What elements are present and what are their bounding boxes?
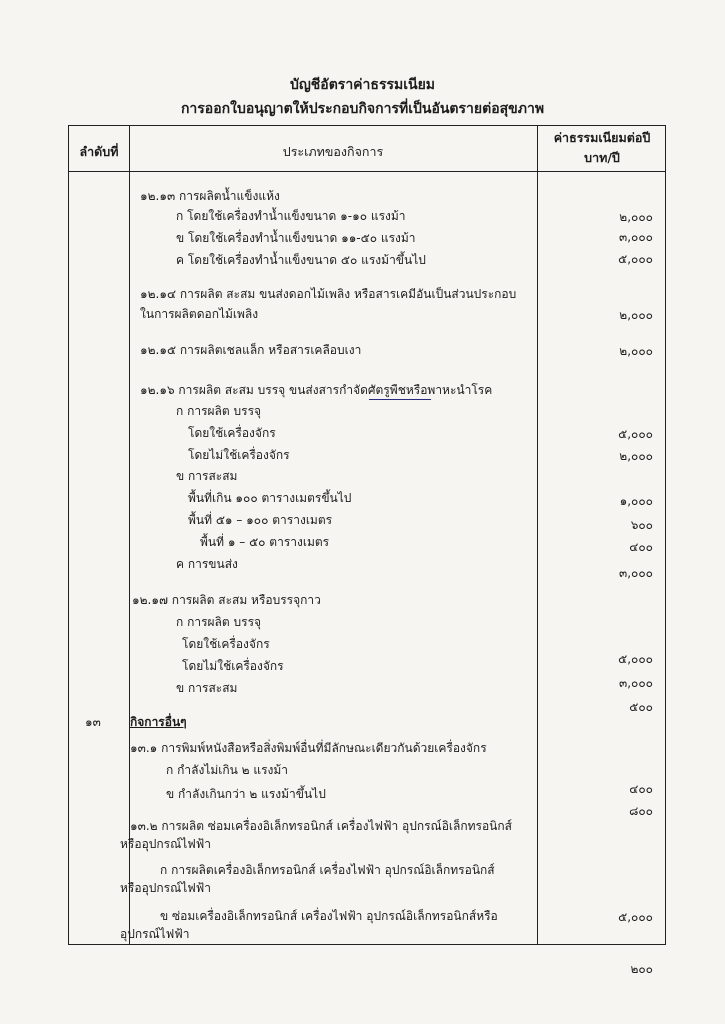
item-text: อุปกรณ์ไฟฟ้า	[120, 927, 190, 941]
item-text: ค การขนส่ง	[176, 557, 238, 571]
header-divider	[69, 171, 665, 172]
pen-underline	[369, 399, 431, 400]
section-13-heading: กิจการอื่นๆ	[130, 715, 187, 729]
item-text: ก โดยใช้เครื่องทำน้ำแข็งขนาด ๑-๑๐ แรงม้า	[176, 209, 406, 223]
item-fee: ๑,๐๐๐	[619, 494, 653, 508]
item-fee: ๓,๐๐๐	[619, 676, 653, 690]
item-text: ก การผลิต บรรจุ	[176, 615, 262, 629]
item-text: โดยไม่ใช้เครื่องจักร	[188, 448, 290, 462]
item-text: พื้นที่ ๑ – ๕๐ ตารางเมตร	[200, 535, 330, 549]
item-text: ข ซ่อมเครื่องอิเล็กทรอนิกส์ เครื่องไฟฟ้า อุปกรณ์อิเล็กทรอนิกส์หรือ	[160, 909, 498, 923]
section-number: ๑๓	[85, 715, 101, 729]
document-subtitle: การออกใบอนุญาตให้ประกอบกิจการที่เป็นอันตรายต่อสุขภาพ	[180, 101, 545, 117]
header-order-no: ลำดับที่	[79, 144, 119, 159]
item-text: ข การสะสม	[176, 681, 238, 695]
item-fee: ๓,๐๐๐	[619, 230, 653, 244]
item-text: ค โดยใช้เครื่องทำน้ำแข็งขนาด ๕๐ แรงม้าขึ้นไป	[176, 253, 426, 267]
item-fee: ๒,๐๐๐	[619, 210, 653, 224]
item-text: โดยใช้เครื่องจักร	[188, 426, 276, 440]
item-text: ในการผลิตดอกไม้เพลิง	[140, 307, 259, 321]
item-fee: ๓,๐๐๐	[619, 566, 653, 580]
item-13-2: ๑๓.๒ การผลิต ซ่อมเครื่องอิเล็กทรอนิกส์ เครื่องไฟฟ้า อุปกรณ์อิเล็กทรอนิกส์	[130, 819, 512, 833]
bottom-fee: ๒๐๐	[630, 962, 653, 976]
item-fee: ๕๐๐	[629, 700, 653, 714]
item-text: โดยใช้เครื่องจักร	[182, 637, 270, 651]
document-title: บัญชีอัตราค่าธรรมเนียม	[289, 77, 436, 93]
item-fee: ๒,๐๐๐	[619, 308, 653, 322]
item-fee: ๕,๐๐๐	[618, 910, 653, 924]
item-fee: ๒,๐๐๐	[619, 344, 653, 358]
item-text: ข การสะสม	[176, 469, 238, 483]
item-text: หรืออุปกรณ์ไฟฟ้า	[120, 881, 211, 895]
header-fee-line2: บาท/ปี	[584, 150, 620, 165]
item-12-15: ๑๒.๑๕ การผลิตเชลแล็ก หรือสารเคลือบเงา	[140, 343, 362, 357]
item-text: ก การผลิตเครื่องอิเล็กทรอนิกส์ เครื่องไฟฟ้า อุปกรณ์อิเล็กทรอนิกส์	[160, 863, 495, 877]
item-text: ข โดยใช้เครื่องทำน้ำแข็งขนาด ๑๑-๕๐ แรงม้า	[176, 231, 416, 245]
item-text: ก กำลังไม่เกิน ๒ แรงม้า	[166, 763, 289, 777]
header-fee-line1: ค่าธรรมเนียมต่อปี	[553, 130, 651, 145]
item-12-17: ๑๒.๑๗ การผลิต สะสม หรือบรรจุกาว	[132, 593, 321, 607]
item-fee: ๕,๐๐๐	[618, 427, 653, 441]
item-fee: ๕,๐๐๐	[618, 252, 653, 266]
item-fee: ๒,๐๐๐	[619, 449, 653, 463]
item-fee: ๔๐๐	[629, 540, 653, 554]
item-text: พื้นที่เกิน ๑๐๐ ตารางเมตรขึ้นไป	[188, 491, 352, 505]
item-text: ข กำลังเกินกว่า ๒ แรงม้าขึ้นไป	[166, 787, 326, 801]
item-fee: ๖๐๐	[630, 518, 653, 532]
item-12-13: ๑๒.๑๓ การผลิตน้ำแข็งแห้ง	[140, 189, 280, 203]
item-text: โดยไม่ใช้เครื่องจักร	[182, 659, 284, 673]
item-fee: ๔๐๐	[629, 782, 653, 796]
item-text: หรืออุปกรณ์ไฟฟ้า	[120, 837, 211, 851]
item-12-14: ๑๒.๑๔ การผลิต สะสม ขนส่งดอกไม้เพลิง หรือสารเคมีอันเป็นส่วนประกอบ	[140, 287, 517, 301]
column-divider	[537, 126, 538, 944]
item-text: ก การผลิต บรรจุ	[176, 404, 262, 418]
item-fee: ๕,๐๐๐	[618, 652, 653, 666]
item-12-16: ๑๒.๑๖ การผลิต สะสม บรรจุ ขนส่งสารกำจัดศัตรูพืชหรือพาหะนำโรค	[140, 383, 493, 397]
item-13-1: ๑๓.๑ การพิมพ์หนังสือหรือสิ่งพิมพ์อื่นที่มีลักษณะเดียวกันด้วยเครื่องจักร	[130, 741, 487, 755]
item-text: พื้นที่ ๕๑ – ๑๐๐ ตารางเมตร	[188, 513, 333, 527]
header-business-type: ประเภทของกิจการ	[282, 144, 384, 159]
item-fee: ๘๐๐	[629, 804, 653, 818]
